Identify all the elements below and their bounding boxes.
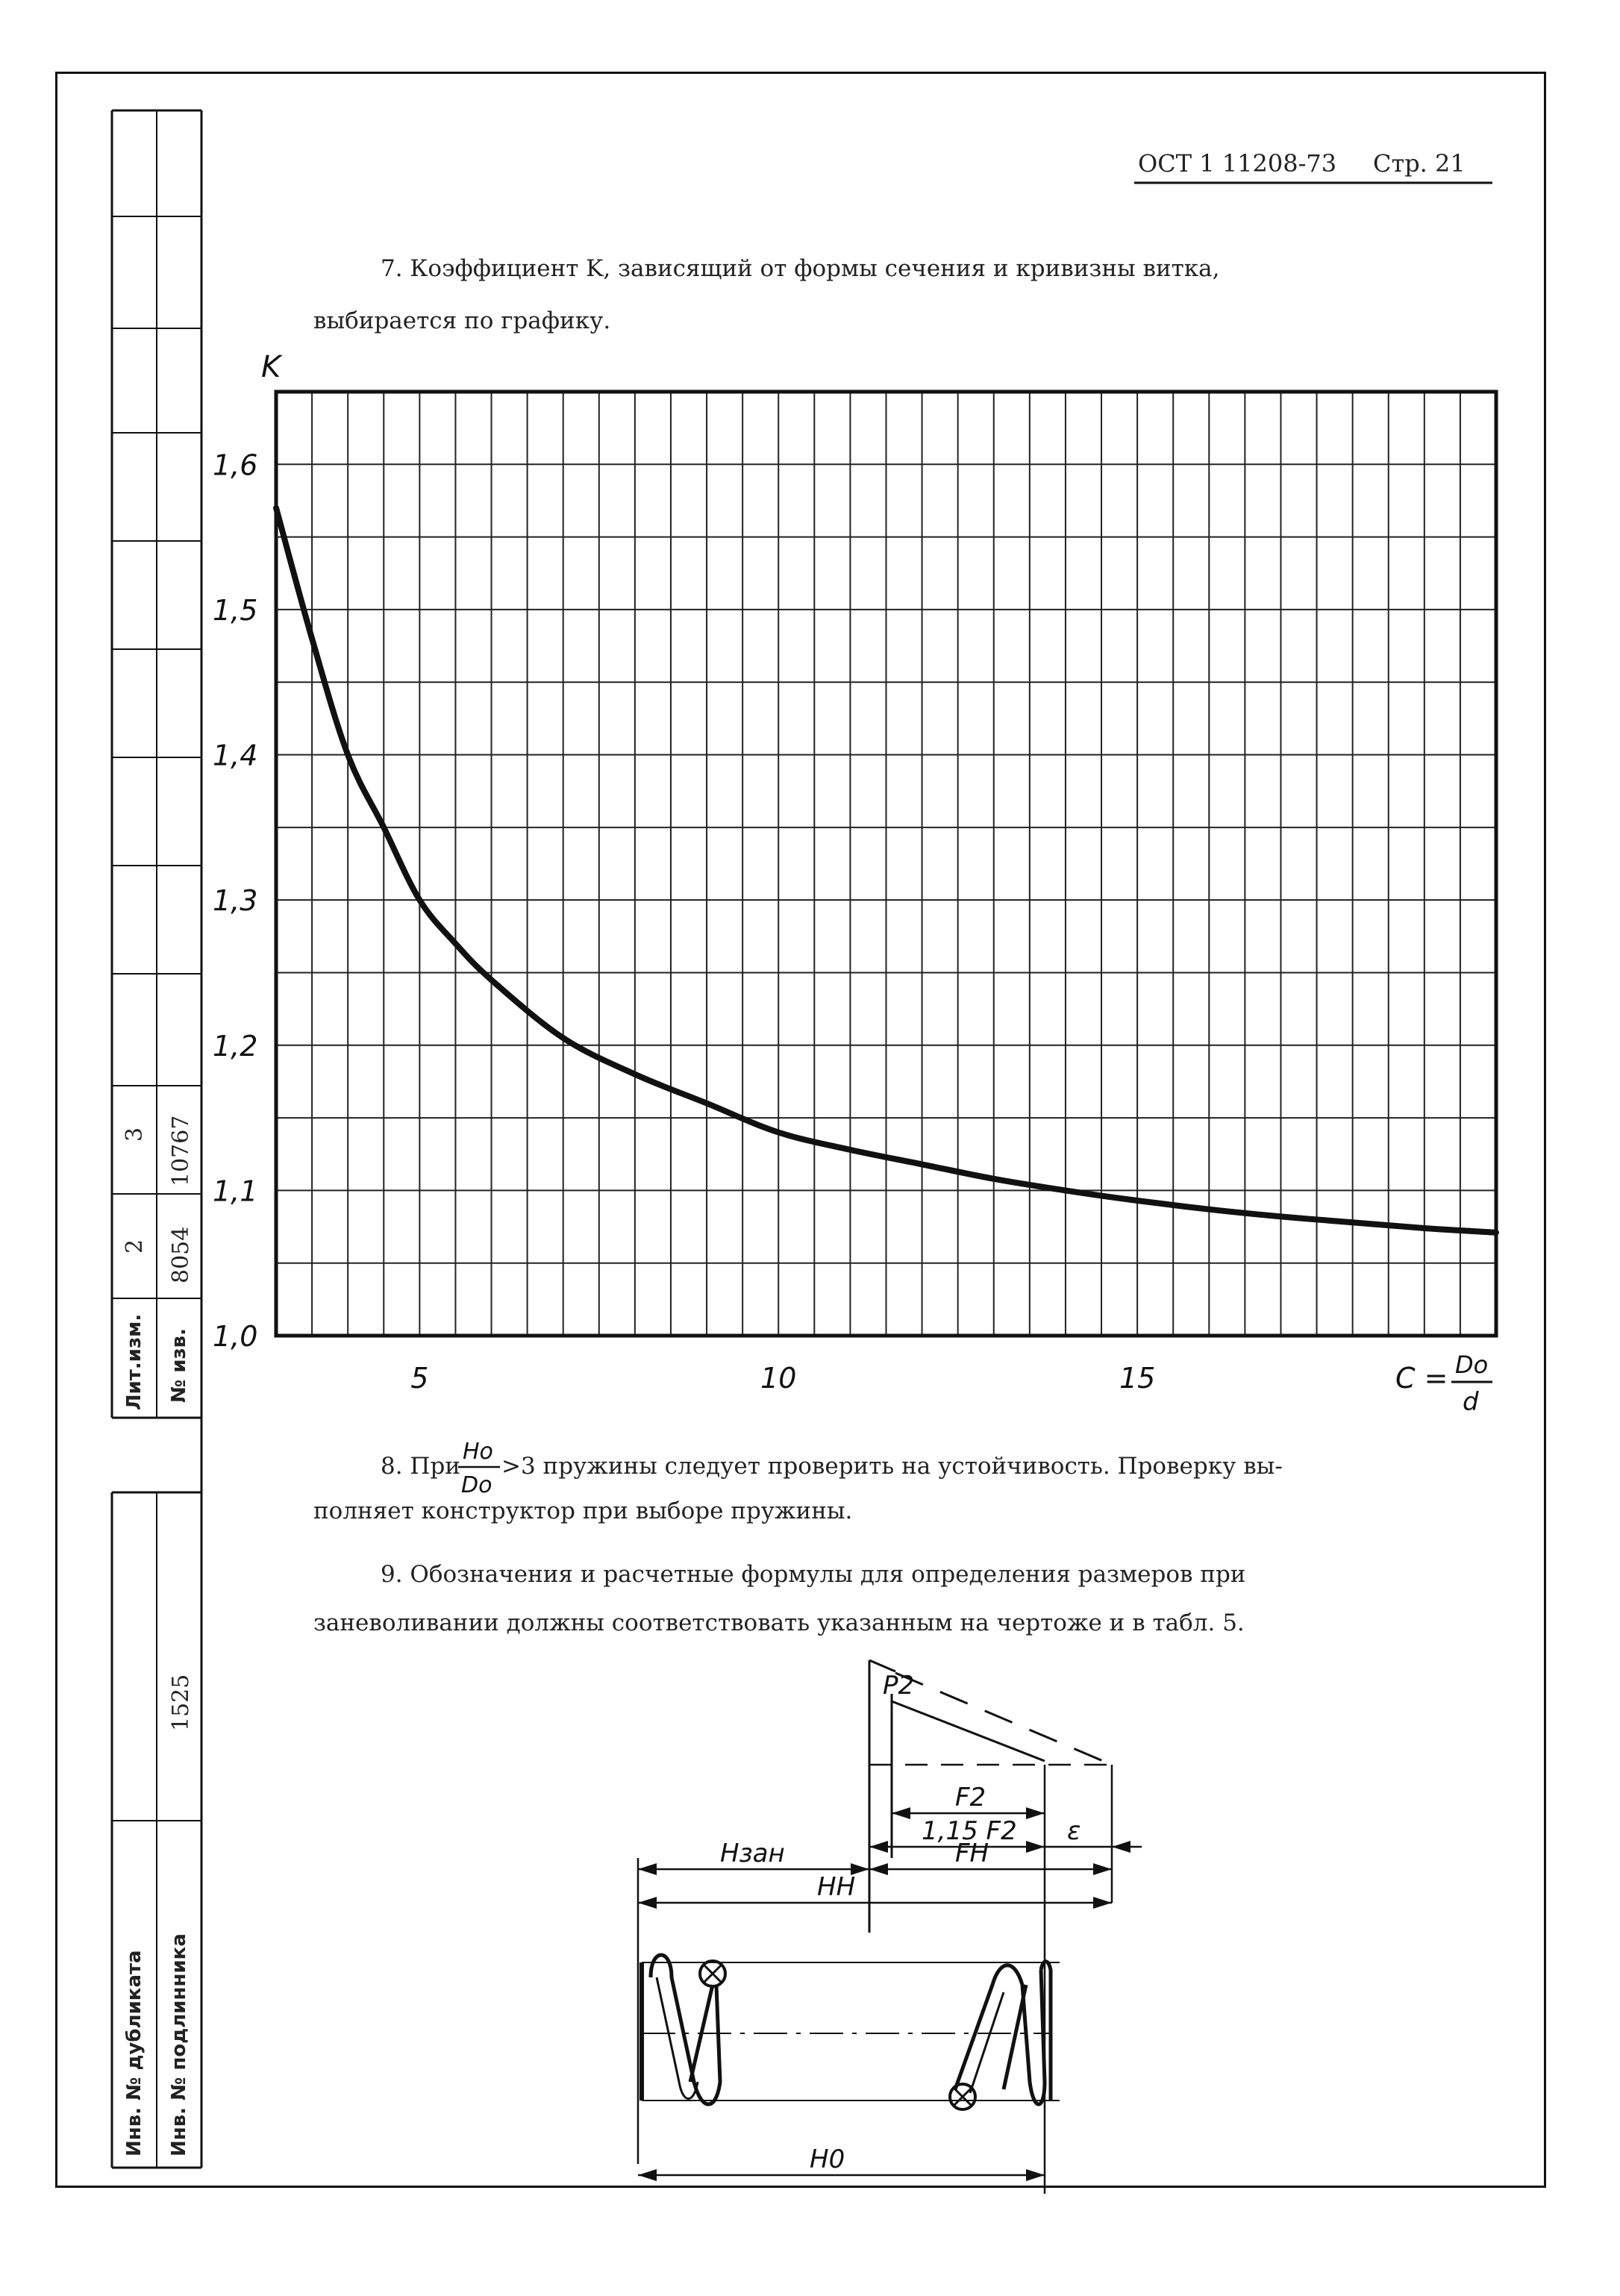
side-stamp-text xyxy=(122,1116,194,2156)
y-tick-label: 1,6 xyxy=(213,448,258,482)
x-axis-label-denominator: d xyxy=(1463,1387,1479,1417)
label-f2: F2 xyxy=(955,1783,986,1812)
page-header xyxy=(1134,149,1492,183)
y-tick-label: 1,2 xyxy=(213,1029,258,1063)
page-number: Стр. 21 xyxy=(1373,149,1466,178)
paragraph-7-line-2: выбирается по графику. xyxy=(313,307,611,334)
stamp-inv-dublikata: Инв. № дубликата xyxy=(123,1950,146,2156)
x-axis-label-numerator: Do xyxy=(1455,1351,1489,1379)
spring-diagram-labels xyxy=(720,1671,1080,2174)
x-tick-label: 5 xyxy=(410,1362,429,1395)
stamp-doc-8054: 8054 xyxy=(168,1226,194,1283)
label-p2: P2 xyxy=(883,1671,915,1701)
x-tick-label: 10 xyxy=(760,1362,797,1395)
paragraph-8-fraction-numerator: Ho xyxy=(463,1439,493,1465)
chart-grid xyxy=(276,392,1496,1336)
y-tick-labels xyxy=(213,448,257,1353)
label-h-zan: Hзан xyxy=(720,1839,785,1868)
label-h-n: HН xyxy=(817,1872,856,1902)
label-h-0: H0 xyxy=(810,2145,845,2174)
y-tick-label: 1,5 xyxy=(213,593,258,627)
x-axis-label-c: C = xyxy=(1395,1362,1448,1395)
stamp-rev-3: 3 xyxy=(122,1127,148,1142)
stamp-inv-number: 1525 xyxy=(168,1674,194,1731)
label-1-15-f2: 1,15 F2 xyxy=(922,1816,1017,1846)
x-tick-label: 15 xyxy=(1119,1362,1156,1395)
y-tick-label: 1,4 xyxy=(213,739,258,772)
paragraph-8-fraction-denominator: Do xyxy=(461,1472,492,1498)
label-epsilon: ε xyxy=(1067,1816,1081,1846)
y-tick-label: 1,3 xyxy=(213,884,258,918)
paragraph-8-rest: >3 пружины следует проверить на устойчивость. Проверку вы- xyxy=(501,1453,1283,1480)
x-tick-labels xyxy=(410,1362,1155,1395)
standard-code: ОСТ 1 11208-73 xyxy=(1138,149,1337,178)
k-coefficient-chart xyxy=(213,350,1496,1417)
paragraph-8-line-2: полняет конструктор при выборе пружины. xyxy=(313,1498,853,1524)
stamp-no-izv: № изв. xyxy=(168,1328,190,1403)
y-axis-label: K xyxy=(261,350,281,384)
paragraph-9-line-1: 9. Обозначения и расчетные формулы для определения размеров при xyxy=(381,1561,1246,1588)
stamp-rev-2: 2 xyxy=(122,1239,148,1254)
paragraph-9-line-2: заневоливании должны соответствовать указанным на чертоже и в табл. 5. xyxy=(313,1610,1245,1636)
y-tick-label: 1,0 xyxy=(213,1320,258,1353)
stamp-doc-10767: 10767 xyxy=(168,1115,194,1186)
label-f-n: FН xyxy=(955,1839,989,1868)
paragraph-8-prefix: 8. При xyxy=(381,1453,460,1480)
stamp-lit-izm: Лит.изм. xyxy=(123,1313,146,1410)
spring-diagram xyxy=(638,1660,1142,2194)
paragraph-7-line-1: 7. Коэффициент K, зависящий от формы сечения и кривизны витка, xyxy=(381,255,1220,282)
stamp-inv-podlinnika: Инв. № подлинника xyxy=(168,1933,190,2156)
y-tick-label: 1,1 xyxy=(213,1174,258,1208)
